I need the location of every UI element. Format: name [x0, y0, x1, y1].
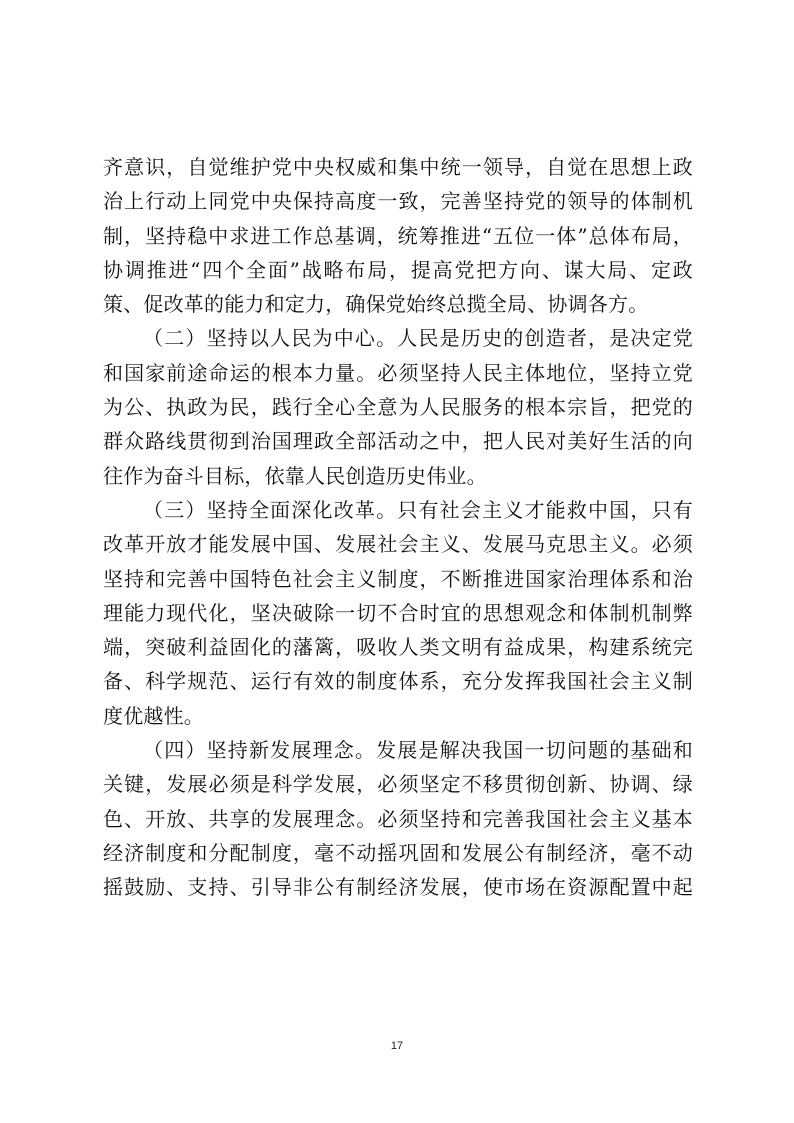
text-line: 往作为奋斗目标，依靠人民创造历史伟业。 — [103, 463, 487, 488]
text-line: 色、开放、共享的发展理念。必须坚持和完善我国社会主义基本 — [103, 806, 693, 831]
text-line: 坚持和完善中国特色社会主义制度，不断推进国家治理体系和治 — [103, 566, 693, 591]
text-line: 群众路线贯彻到治国理政全部活动之中，把人民对美好生活的向 — [103, 429, 693, 454]
text-line: 经济制度和分配制度，毫不动摇巩固和发展公有制经济，毫不动 — [103, 840, 693, 865]
text-line: 改革开放才能发展中国、发展社会主义、发展马克思主义。必须 — [103, 532, 693, 557]
text-line: 策、促改革的能力和定力，确保党始终总揽全局、协调各方。 — [103, 292, 649, 317]
page-number: 17 — [390, 1040, 404, 1052]
text-line: 关键，发展必须是科学发展，必须坚定不移贯彻创新、协调、绿 — [103, 772, 693, 797]
text-line: 和国家前途命运的根本力量。必须坚持人民主体地位，坚持立党 — [103, 360, 693, 385]
text-line: 备、科学规范、运行有效的制度体系，充分发挥我国社会主义制 — [103, 669, 693, 694]
paragraph-4-heading-line: （四）坚持新发展理念。发展是解决我国一切问题的基础和 — [143, 738, 693, 763]
text-line: 制，坚持稳中求进工作总基调，统筹推进“五位一体”总体布局， — [103, 223, 693, 248]
text-line: 度优越性。 — [103, 703, 204, 728]
text-line: 齐意识，自觉维护党中央权威和集中统一领导，自觉在思想上政 — [103, 155, 693, 179]
paragraph-3-heading-line: （三）坚持全面深化改革。只有社会主义才能救中国，只有 — [143, 497, 693, 522]
text-line: 治上行动上同党中央保持高度一致，完善坚持党的领导的体制机 — [103, 189, 693, 214]
text-line: 为公、执政为民，践行全心全意为人民服务的根本宗旨，把党的 — [103, 395, 693, 420]
body-text — [103, 150, 693, 905]
text-line: 摇鼓励、支持、引导非公有制经济发展，使市场在资源配置中起 — [103, 875, 693, 900]
text-line: 端，突破利益固化的藩篱，吸收人类文明有益成果，构建系统完 — [103, 635, 693, 660]
paragraph-2-heading-line: （二）坚持以人民为中心。人民是历史的创造者，是决定党 — [143, 326, 693, 351]
text-line: 协调推进“四个全面”战略布局，提高党把方向、谋大局、定政 — [103, 257, 693, 282]
text-line: 理能力现代化，坚决破除一切不合时宜的思想观念和体制机制弊 — [103, 600, 693, 625]
